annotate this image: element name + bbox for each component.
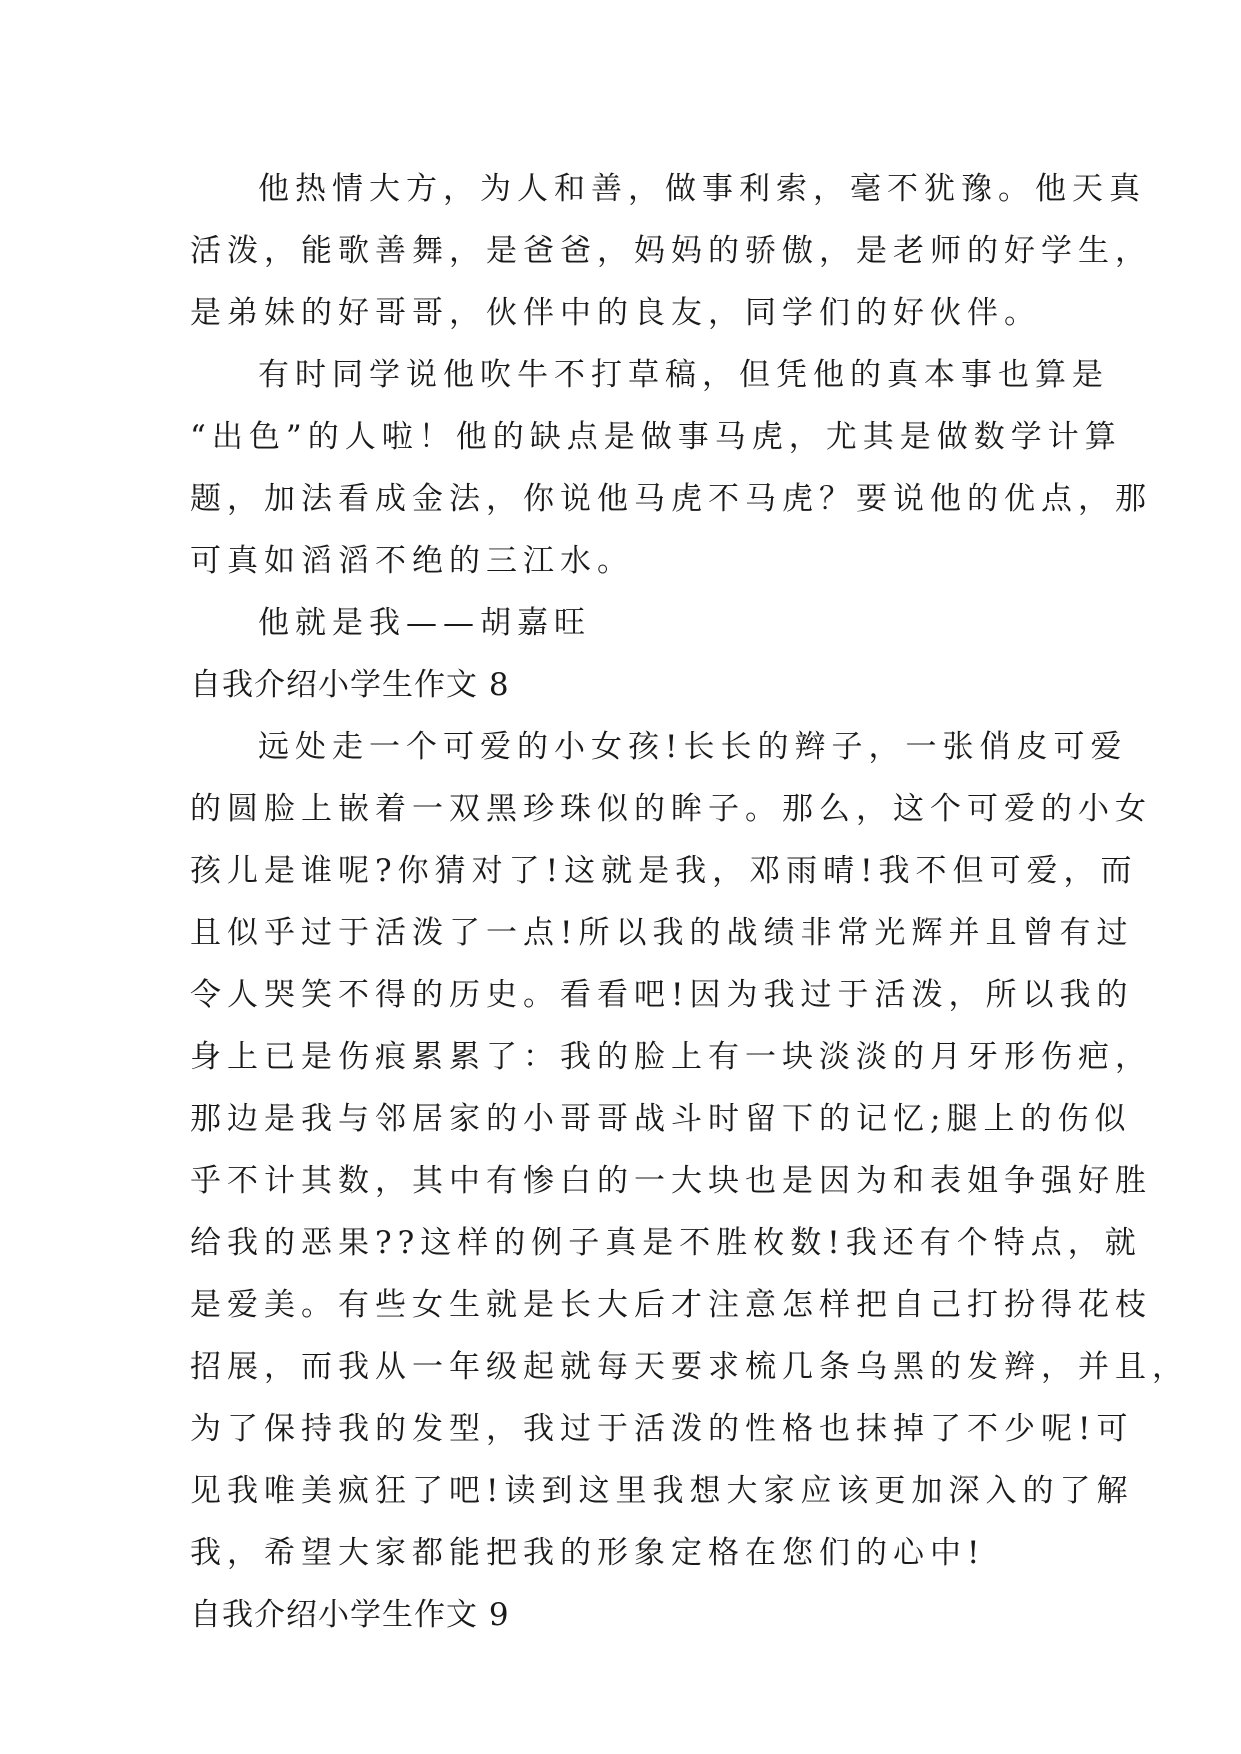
paragraph-line: 是爱美。有些女生就是长大后才注意怎样把自己打扮得花枝 bbox=[190, 1287, 1152, 1323]
section-heading-9: 自我介绍小学生作文 9 bbox=[190, 1597, 510, 1633]
paragraph-4 bbox=[190, 716, 1189, 1584]
paragraph-line: 他热情大方，为人和善，做事利索，毫不犹豫。他天真 bbox=[258, 171, 1146, 207]
paragraph-line: 乎不计其数，其中有惨白的一大块也是因为和表姐争强好胜 bbox=[190, 1163, 1152, 1199]
paragraph-line: 招展，而我从一年级起就每天要求梳几条乌黑的发辫，并且， bbox=[190, 1349, 1189, 1385]
paragraph-line: 身上已是伤痕累累了：我的脸上有一块淡淡的月牙形伤疤， bbox=[190, 1039, 1152, 1075]
paragraph-line: 为了保持我的发型，我过于活泼的性格也抹掉了不少呢!可 bbox=[190, 1411, 1134, 1447]
paragraph-line: 且似乎过于活泼了一点!所以我的战绩非常光辉并且曾有过 bbox=[190, 915, 1134, 951]
paragraph-line: 孩儿是谁呢?你猜对了!这就是我，邓雨晴!我不但可爱，而 bbox=[190, 853, 1138, 889]
paragraph-line: 我，希望大家都能把我的形象定格在您们的心中! bbox=[190, 1535, 986, 1571]
paragraph-line: 远处走一个可爱的小女孩!长长的辫子，一张俏皮可爱 bbox=[258, 729, 1128, 765]
paragraph-line: “出色”的人啦！他的缺点是做事马虎，尤其是做数学计算 bbox=[190, 419, 1122, 455]
paragraph-line: 可真如滔滔不绝的三江水。 bbox=[190, 543, 634, 579]
paragraph-line: 是弟妹的好哥哥，伙伴中的良友，同学们的好伙伴。 bbox=[190, 295, 1041, 331]
paragraph-line: 有时同学说他吹牛不打草稿，但凭他的真本事也算是 bbox=[258, 357, 1109, 393]
paragraph-line: 的圆脸上嵌着一双黑珍珠似的眸子。那么，这个可爱的小女 bbox=[190, 791, 1152, 827]
paragraph-line: 那边是我与邻居家的小哥哥战斗时留下的记忆;腿上的伤似 bbox=[190, 1101, 1132, 1137]
paragraph-line: 他就是我——胡嘉旺 bbox=[258, 605, 591, 641]
section-heading-8: 自我介绍小学生作文 8 bbox=[190, 667, 510, 703]
paragraph-2 bbox=[190, 344, 1152, 592]
paragraph-line: 活泼，能歌善舞，是爸爸，妈妈的骄傲，是老师的好学生， bbox=[190, 233, 1152, 269]
paragraph-line: 给我的恶果??这样的例子真是不胜枚数!我还有个特点，就 bbox=[190, 1225, 1142, 1261]
paragraph-line: 见我唯美疯狂了吧!读到这里我想大家应该更加深入的了解 bbox=[190, 1473, 1134, 1509]
paragraph-line: 令人哭笑不得的历史。看看吧!因为我过于活泼，所以我的 bbox=[190, 977, 1134, 1013]
paragraph-line: 题，加法看成金法，你说他马虎不马虎？要说他的优点，那 bbox=[190, 481, 1152, 517]
paragraph-1 bbox=[190, 158, 1152, 344]
paragraph-3 bbox=[190, 592, 1060, 654]
document-page bbox=[190, 158, 1189, 1646]
